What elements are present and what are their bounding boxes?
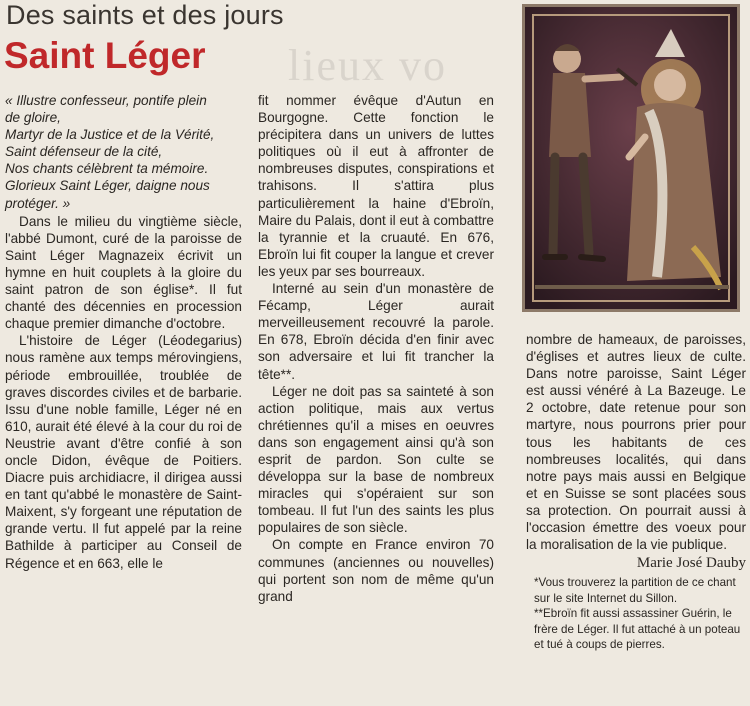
author-signature: Marie José Dauby bbox=[636, 555, 746, 572]
hymn-line: Glorieux Saint Léger, daigne nous bbox=[5, 178, 210, 194]
article-title: Saint Léger bbox=[4, 35, 206, 76]
background-watermark: lieux vo bbox=[288, 41, 447, 90]
hymn-line: « Illustre confesseur, pontife plein bbox=[5, 93, 207, 108]
paragraph: fit nommer évêque d'Autun en Bourgogne. Cette fonction le précipitera dans un univers de luttes politiques où il eut à affronter de nombreuses disputes, conspirations et trahisons. Il s'attira plus particulièrement la haine d'Ebroïn, Maire du Palais, dont il eut à combattre la tyrannie et la cruauté. En 676, Ebroïn lui fit couper la langue et crever les yeux par ses bourreaux. bbox=[258, 93, 494, 279]
hymn-quote bbox=[5, 92, 242, 212]
martyrdom-illustration bbox=[522, 4, 740, 312]
article-column-3 bbox=[526, 331, 746, 653]
paragraph: L'histoire de Léger (Léodegarius) nous ramène aux temps mérovingiens, période embrouillée, troublée de graves discordes civiles et de barbarie. Issu d'une noble famille, Léger né en 610, aurait été élevé à la cour du roi de Neustrie avant d'être confié à son oncle Didon, évêque de Poitiers. Diacre puis archidiacre, il dirigea aussi en tant qu'abbé le monastère de Saint-Maixent, s'y forgeant une réputation de grande vertu. Il fut appelé par la reine Bathilde à participer au Conseil de Régence et en 663, elle le bbox=[5, 333, 242, 571]
footnote: *Vous trouverez la partition de ce chant sur le site Internet du Sillon. bbox=[534, 576, 736, 605]
medieval-miniature-image bbox=[525, 7, 737, 309]
hymn-line: Saint défenseur de la cité, bbox=[5, 144, 163, 160]
hymn-line: Martyr de la Justice et de la Vérité, bbox=[5, 127, 215, 143]
footnote: **Ebroïn fit aussi assassiner Guérin, le frère de Léger. Il fut attaché à un poteau et tué à coups de pierres. bbox=[534, 607, 741, 652]
article-column-2 bbox=[258, 92, 494, 605]
article-column-1 bbox=[5, 92, 242, 572]
hymn-line: protéger. » bbox=[5, 195, 71, 211]
hymn-line: de gloire, bbox=[5, 110, 61, 126]
hymn-line: Nos chants célèbrent ta mémoire. bbox=[5, 161, 209, 177]
paragraph: On compte en France environ 70 communes (anciennes ou nouvelles) qui portent son nom de même qu'un grand bbox=[258, 537, 494, 604]
paragraph: nombre de hameaux, de paroisses, d'églises et autres lieux de culte. Dans notre paroisse, Saint Léger est aussi vénéré à La Bazeuge. Le 2 octobre, date retenue pour son martyre, nous pourrons prier pour tous les habitants de ces nombreuses localités, qui dans notre pays mais aussi en Belgique et en Suisse se sont placées sous sa protection. On pourrait aussi à l'occasion émettre des voeux pour la moralisation de la vie publique. bbox=[526, 332, 746, 553]
paragraph: Interné au sein d'un monastère de Fécamp, Léger aurait merveilleusement recouvré la parole. En 678, Ebroïn décida d'en finir avec son adversaire et lui fit trancher la tête**. bbox=[258, 281, 494, 382]
paragraph: Dans le milieu du vingtième siècle, l'abbé Dumont, curé de la paroisse de Saint Léger Magnazeix écrivit un hymne en huit couplets à la gloire du saint patron de son église*. Il fut chanté des décennies en procession chaque premier dimanche d'octobre. bbox=[5, 213, 242, 332]
section-heading: Des saints et des jours bbox=[6, 0, 284, 30]
paragraph: Léger ne doit pas sa sainteté à son action politique, mais aux vertus chrétiennes qu'il a mises en oeuvres dans son engagement ainsi qu'à son esprit de pardon. Son culte se développa sur la base de nombreux miracles qui s'opéraient sur son tombeau. Il fut l'un des saints les plus populaires de son siècle. bbox=[258, 383, 494, 536]
